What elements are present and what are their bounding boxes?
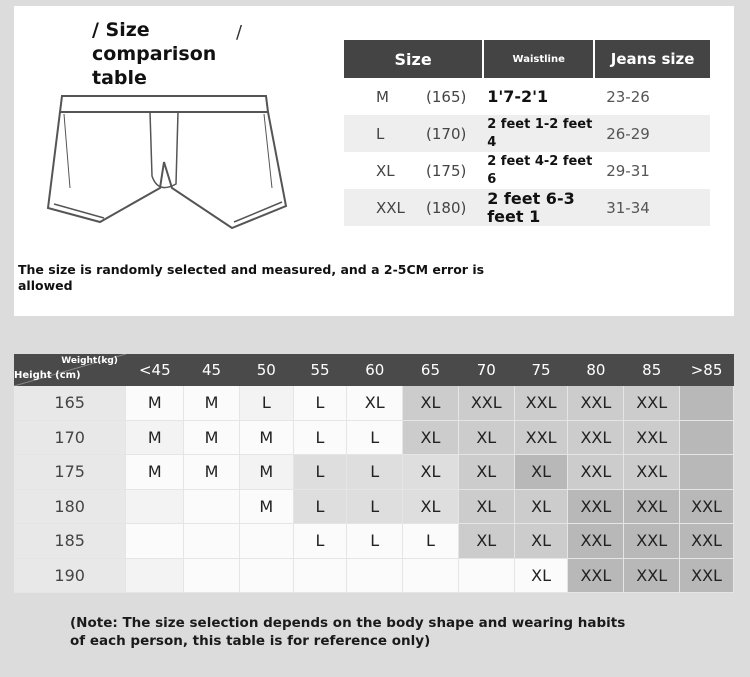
size-cell bbox=[126, 524, 184, 559]
size-cell bbox=[293, 558, 347, 593]
size-header: Size bbox=[344, 40, 483, 78]
weight-header: 75 bbox=[514, 354, 568, 386]
size-value: XXL bbox=[376, 199, 405, 217]
size-cell: XL bbox=[403, 455, 459, 490]
size-cell: XXL bbox=[680, 524, 734, 559]
height-cell: 180 bbox=[14, 489, 126, 524]
size-cell: XXL bbox=[458, 386, 514, 420]
height-cell: 170 bbox=[14, 420, 126, 455]
size-comparison-panel bbox=[14, 6, 734, 316]
height-value: (170) bbox=[426, 125, 467, 143]
size-cell: XXL bbox=[624, 455, 680, 490]
size-row-m bbox=[344, 78, 710, 115]
size-cell: XL bbox=[514, 524, 568, 559]
weight-header: <45 bbox=[126, 354, 184, 386]
size-cell: XL bbox=[514, 489, 568, 524]
size-cell: M bbox=[126, 455, 184, 490]
size-cell: XXL bbox=[514, 386, 568, 420]
size-cell: M bbox=[126, 420, 184, 455]
weight-header: 70 bbox=[458, 354, 514, 386]
height-cell: 165 bbox=[14, 386, 126, 420]
size-cell: L bbox=[293, 455, 347, 490]
size-cell bbox=[680, 386, 734, 420]
size-cell bbox=[184, 489, 240, 524]
size-cell bbox=[239, 558, 293, 593]
size-cell: XXL bbox=[624, 558, 680, 593]
reference-note: (Note: The size selection depends on the body shape and wearing habits of each person, this table is for reference only) bbox=[70, 615, 626, 649]
jeans-value: 29-31 bbox=[606, 161, 650, 180]
size-cell: XXL bbox=[680, 558, 734, 593]
weight-header: 50 bbox=[239, 354, 293, 386]
height-cell: 185 bbox=[14, 524, 126, 559]
waistline-header: Waistline bbox=[483, 40, 594, 78]
size-cell: XXL bbox=[514, 420, 568, 455]
size-cell: M bbox=[126, 386, 184, 420]
height-weight-chart-panel bbox=[14, 354, 734, 664]
weight-header: 45 bbox=[184, 354, 240, 386]
chart-row bbox=[14, 558, 734, 593]
size-cell: XL bbox=[347, 386, 403, 420]
size-cell: XXL bbox=[624, 420, 680, 455]
size-cell: XL bbox=[514, 455, 568, 490]
size-cell: L bbox=[293, 524, 347, 559]
size-cell: L bbox=[293, 489, 347, 524]
size-cell: M bbox=[184, 420, 240, 455]
size-cell bbox=[680, 455, 734, 490]
size-cell: L bbox=[403, 524, 459, 559]
size-cell bbox=[184, 524, 240, 559]
size-cell bbox=[239, 524, 293, 559]
height-cell: 175 bbox=[14, 455, 126, 490]
size-cell: XXL bbox=[568, 455, 624, 490]
size-cell: L bbox=[293, 420, 347, 455]
size-cell: XL bbox=[458, 455, 514, 490]
size-cell bbox=[458, 558, 514, 593]
height-axis-label: Height (cm) bbox=[14, 370, 81, 381]
size-cell bbox=[680, 420, 734, 455]
height-value: (180) bbox=[426, 199, 467, 217]
size-cell: XL bbox=[514, 558, 568, 593]
chart-row bbox=[14, 420, 734, 455]
size-cell: XXL bbox=[624, 489, 680, 524]
weight-header: 65 bbox=[403, 354, 459, 386]
height-weight-chart bbox=[14, 354, 734, 593]
boxer-briefs-illustration bbox=[40, 90, 300, 240]
size-cell: L bbox=[347, 455, 403, 490]
size-cell: M bbox=[239, 455, 293, 490]
waist-value: 2 feet 1-2 feet 4 bbox=[483, 115, 594, 152]
size-cell: M bbox=[184, 455, 240, 490]
size-cell bbox=[347, 558, 403, 593]
waist-value: 2 feet 4-2 feet 6 bbox=[487, 153, 593, 187]
height-cell: 190 bbox=[14, 558, 126, 593]
weight-header: 55 bbox=[293, 354, 347, 386]
weight-header: 80 bbox=[568, 354, 624, 386]
height-value: (175) bbox=[426, 162, 467, 180]
size-cell: XL bbox=[458, 489, 514, 524]
waist-value: 1'7-2'1 bbox=[487, 86, 549, 106]
size-cell bbox=[126, 489, 184, 524]
size-table bbox=[344, 40, 710, 226]
chart-row bbox=[14, 386, 734, 420]
size-row-xl bbox=[344, 152, 710, 189]
jeans-size-header: Jeans size bbox=[594, 40, 710, 78]
size-cell: XXL bbox=[624, 386, 680, 420]
size-cell: M bbox=[239, 489, 293, 524]
size-cell: XL bbox=[403, 386, 459, 420]
size-cell: L bbox=[347, 489, 403, 524]
weight-header: 85 bbox=[624, 354, 680, 386]
jeans-value: 23-26 bbox=[606, 87, 650, 106]
jeans-value: 31-34 bbox=[594, 189, 710, 226]
size-cell: XL bbox=[458, 524, 514, 559]
size-cell: XXL bbox=[624, 524, 680, 559]
size-cell: M bbox=[184, 386, 240, 420]
height-value: (165) bbox=[426, 88, 467, 106]
size-cell bbox=[126, 558, 184, 593]
title-slash: / bbox=[236, 22, 243, 43]
size-cell: L bbox=[347, 420, 403, 455]
weight-header: 60 bbox=[347, 354, 403, 386]
size-row-xxl bbox=[344, 189, 710, 226]
size-cell: XXL bbox=[568, 489, 624, 524]
chart-row bbox=[14, 455, 734, 490]
size-cell bbox=[184, 558, 240, 593]
size-cell: XXL bbox=[680, 489, 734, 524]
size-cell: XL bbox=[458, 420, 514, 455]
page-title: / Size comparison table bbox=[92, 19, 217, 89]
chart-row bbox=[14, 489, 734, 524]
size-cell: L bbox=[347, 524, 403, 559]
size-row-l bbox=[344, 115, 710, 152]
size-value: XL bbox=[376, 162, 395, 180]
weight-header: >85 bbox=[680, 354, 734, 386]
size-value: M bbox=[376, 88, 389, 106]
size-cell: XXL bbox=[568, 524, 624, 559]
size-cell: L bbox=[293, 386, 347, 420]
size-cell: XXL bbox=[568, 386, 624, 420]
measurement-note: The size is randomly selected and measured, and a 2-5CM error is allowed bbox=[18, 262, 485, 293]
size-cell: XL bbox=[403, 489, 459, 524]
size-cell: XXL bbox=[568, 420, 624, 455]
jeans-value: 26-29 bbox=[594, 115, 710, 152]
size-cell bbox=[403, 558, 459, 593]
weight-axis-label: Weight(kg) bbox=[61, 356, 118, 366]
waist-value: 2 feet 6-3 feet 1 bbox=[483, 189, 594, 226]
chart-row bbox=[14, 524, 734, 559]
size-cell: XXL bbox=[568, 558, 624, 593]
size-cell: L bbox=[239, 386, 293, 420]
chart-corner-header bbox=[14, 354, 126, 386]
size-cell: XL bbox=[403, 420, 459, 455]
size-value: L bbox=[376, 125, 385, 143]
size-cell: M bbox=[239, 420, 293, 455]
